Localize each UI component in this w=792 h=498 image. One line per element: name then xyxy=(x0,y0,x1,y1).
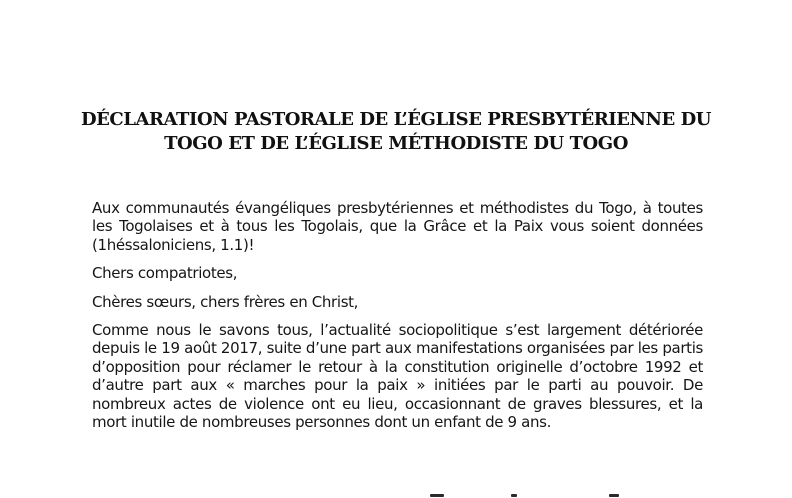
salutation-paragraph: Aux communautés évangéliques presbytériennes et méthodistes du Togo, à toutes les Togolaises et à tous les Togolais, que la Grâce et la Paix vous soient données (1héssaloniciens, 1.1)! xyxy=(92,199,703,254)
document-title xyxy=(0,108,792,156)
greeting-compatriotes: Chers compatriotes, xyxy=(92,264,238,283)
greeting-soeurs-freres: Chères sœurs, chers frères en Christ, xyxy=(92,292,359,311)
cut-off-next-line xyxy=(92,492,703,498)
document-body xyxy=(92,199,703,441)
title-line-2: TOGO ET DE L’ÉGLISE MÉTHODISTE DU TOGO xyxy=(164,133,628,154)
body-paragraph: Comme nous le savons tous, l’actualité sociopolitique s’est largement détériorée depuis le 19 août 2017, suite d’une part aux manifestations organisées par les partis d’opposition pour réclamer le retour à la constitution originelle d’octobre 1992 et d’autre part aux « marches pour la paix » initiées par le parti au pouvoir. De nombreux actes de violence ont eu lieu, occasionnant de graves blessures, et la mort inutile de nombreuses personnes dont un enfant de 9 ans. xyxy=(92,321,703,432)
title-line-1: DÉCLARATION PASTORALE DE L’ÉGLISE PRESBYTÉRIENNE DU xyxy=(80,109,712,130)
